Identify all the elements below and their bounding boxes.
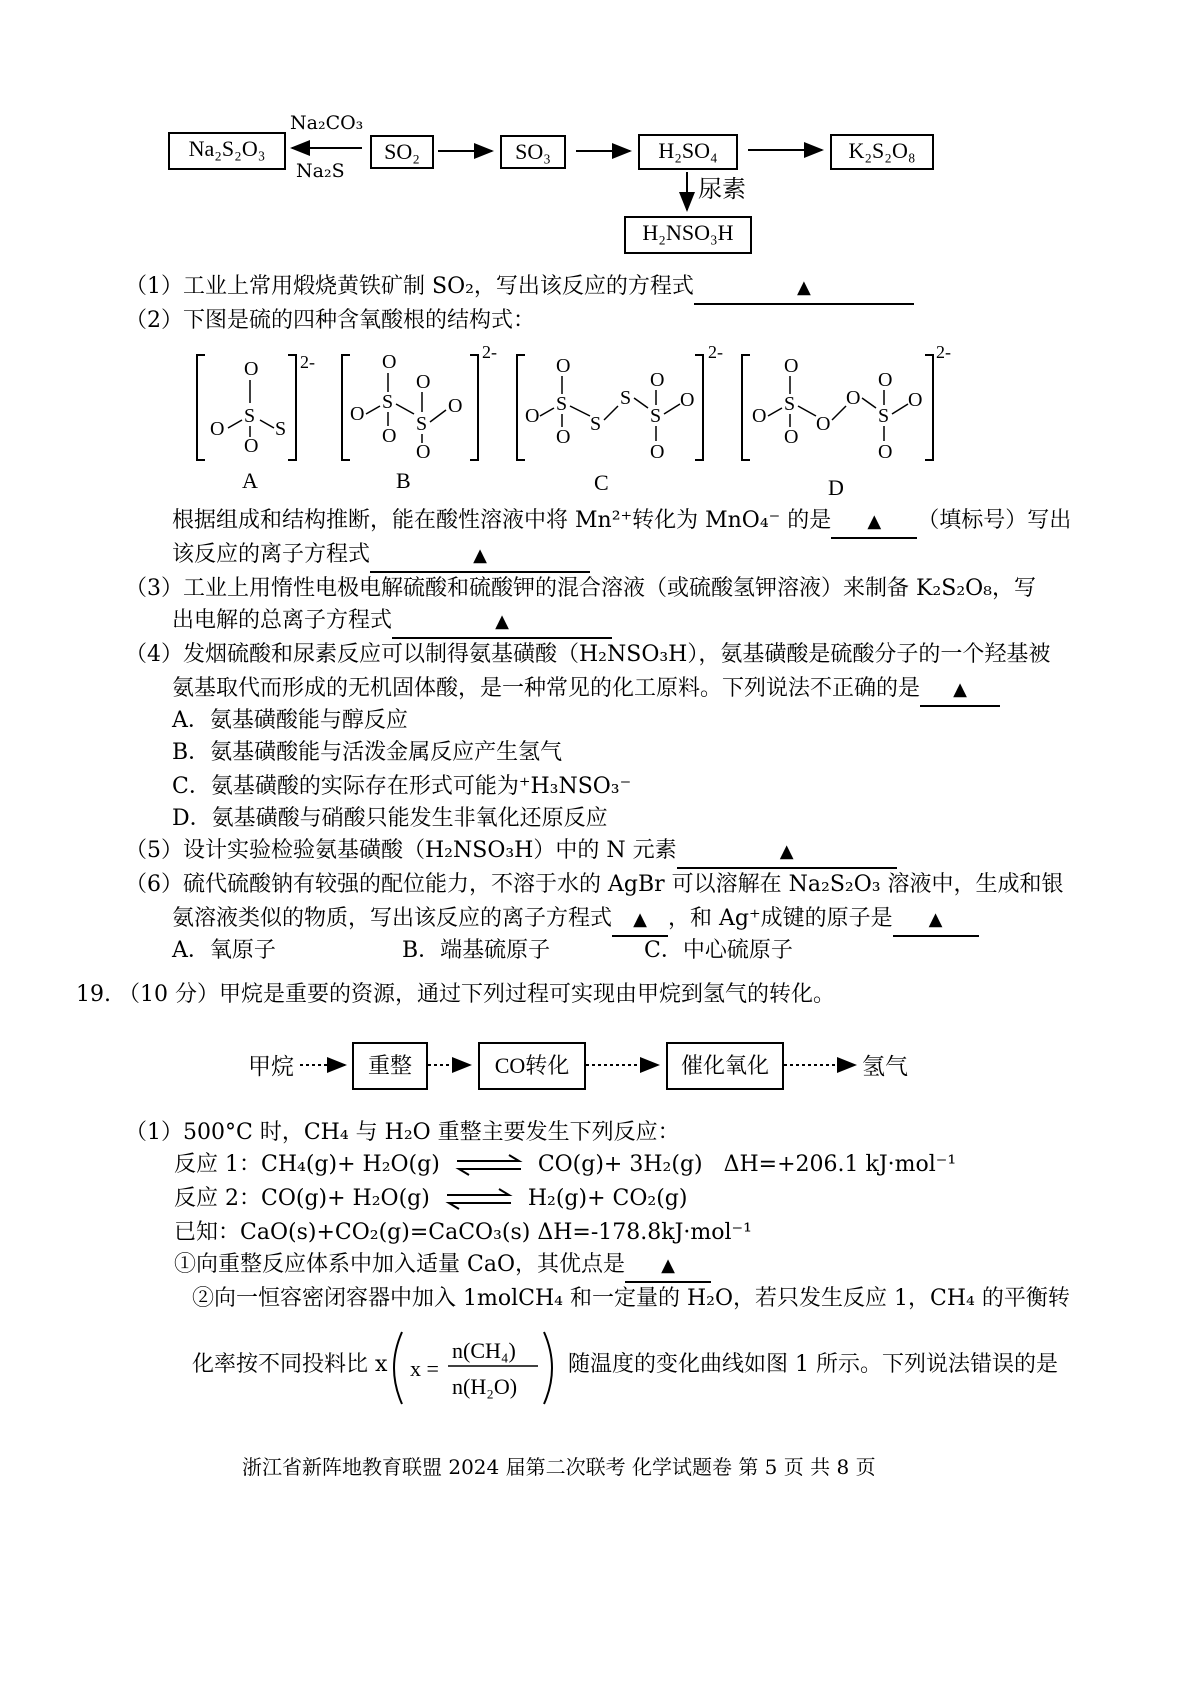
- box-so2: SO₂: [370, 135, 434, 169]
- svg-text:S: S: [620, 387, 632, 409]
- svg-text:O: O: [556, 355, 571, 377]
- svg-text:S: S: [244, 405, 256, 427]
- svg-text:O: O: [816, 413, 831, 435]
- q5-line: （5）设计实验检验氨基磺酸（H₂NSO₃H）中的 N 元素 ▲: [125, 836, 897, 869]
- q2-choice-blank[interactable]: ▲: [831, 506, 917, 539]
- flow2-methane: 甲烷: [248, 1054, 294, 1080]
- q2-line: （2）下图是硫的四种含氧酸根的结构式：: [125, 308, 536, 333]
- svg-text:O: O: [525, 405, 540, 427]
- reagent-na2s: Na₂S: [296, 160, 345, 182]
- q19-p1: （1）500°C 时，CH₄ 与 H₂O 重整主要发生下列反应：: [125, 1120, 680, 1145]
- svg-text:S: S: [590, 413, 602, 435]
- q6-equation-blank[interactable]: ▲: [612, 904, 668, 937]
- q4-option-c: C．氨基磺酸的实际存在形式可能为⁺H₃NSO₃⁻: [172, 774, 632, 799]
- svg-text:C: C: [594, 470, 609, 495]
- q4-line1: （4）发烟硫酸和尿素反应可以制得氨基磺酸（H₂NSO₃H），氨基磺酸是硫酸分子的一个羟基被: [125, 642, 1051, 667]
- svg-text:O: O: [846, 387, 861, 409]
- svg-text:S: S: [650, 405, 662, 427]
- reaction-1: 反应 1：CH₄(g)+ H₂O(g) CO(g)+ 3H₂(g) ΔH=+206.1 kJ·mol⁻¹: [174, 1152, 957, 1177]
- svg-text:x =: x =: [410, 1356, 439, 1381]
- box-h2nso3h: H₂NSO₃H: [624, 216, 752, 254]
- svg-text:O: O: [382, 425, 397, 447]
- reagent-na2co3: Na₂CO₃: [290, 112, 364, 134]
- q1-line: （1）工业上常用煅烧黄铁矿制 SO₂，写出该反应的方程式 ▲: [125, 272, 914, 305]
- q6-option-b: B．端基硫原子: [402, 938, 551, 963]
- q19-s1-blank[interactable]: ▲: [625, 1250, 711, 1283]
- svg-text:2-: 2-: [936, 342, 951, 362]
- flow2-reforming: 重整: [352, 1042, 428, 1090]
- q6-option-c: C．中心硫原子: [644, 938, 793, 963]
- svg-text:O: O: [908, 389, 923, 411]
- equilibrium-arrow-2: [443, 1188, 515, 1210]
- q4-answer-blank[interactable]: ▲: [920, 674, 1000, 707]
- svg-text:S: S: [275, 418, 287, 440]
- q3-line2: 出电解的总离子方程式 ▲: [172, 606, 612, 639]
- q1-answer-blank[interactable]: ▲: [694, 272, 914, 305]
- q6-line1: （6）硫代硫酸钠有较强的配位能力，不溶于水的 AgBr 可以溶解在 Na₂S₂O₃ 溶液中，生成和银: [125, 872, 1064, 897]
- svg-text:O: O: [878, 369, 893, 391]
- q2-line2: 该反应的离子方程式 ▲: [172, 540, 590, 573]
- svg-text:S: S: [416, 413, 428, 435]
- flow2-catalytic-oxidation: 催化氧化: [666, 1042, 784, 1090]
- svg-text:O: O: [784, 426, 799, 448]
- svg-text:O: O: [416, 371, 431, 393]
- svg-text:2-: 2-: [708, 342, 723, 362]
- flow2-arrows: [0, 1040, 1200, 1090]
- box-k2s2o8: K₂S₂O₈: [830, 134, 934, 170]
- structure-a: [197, 352, 315, 460]
- box-h2so4: H₂SO₄: [638, 134, 738, 170]
- svg-text:B: B: [396, 468, 411, 493]
- q6-option-a: A．氧原子: [172, 938, 276, 963]
- flow2-hydrogen: 氢气: [862, 1054, 908, 1080]
- flow2-co-conversion: CO转化: [478, 1042, 586, 1090]
- svg-text:O: O: [680, 389, 695, 411]
- q2-equation-blank[interactable]: ▲: [370, 540, 590, 573]
- q6-line2: 氨溶液类似的物质，写出该反应的离子方程式 ▲ ，和 Ag⁺成键的原子是 ▲: [172, 904, 979, 937]
- q3-line1: （3）工业上用惰性电极电解硫酸和硫酸钾的混合溶液（或硫酸氢钾溶液）来制备 K₂S₂O₈，写: [125, 576, 1036, 601]
- svg-text:O: O: [650, 369, 665, 391]
- svg-text:S: S: [382, 391, 394, 413]
- svg-text:O: O: [210, 418, 225, 440]
- svg-text:O: O: [382, 351, 397, 373]
- known-reaction: 已知：CaO(s)+CO₂(g)=CaCO₃(s) ΔH=-178.8kJ·mol⁻¹: [174, 1220, 752, 1245]
- svg-text:n(H₂O): n(H₂O): [452, 1374, 518, 1399]
- svg-text:O: O: [878, 441, 893, 463]
- svg-text:O: O: [244, 435, 259, 457]
- structure-d: [742, 342, 951, 463]
- oxyanion-structures: [180, 340, 980, 500]
- box-so3: SO₃: [500, 135, 566, 169]
- equilibrium-arrow-1: [453, 1154, 525, 1176]
- svg-text:S: S: [878, 405, 890, 427]
- svg-text:S: S: [556, 393, 568, 415]
- q3-answer-blank[interactable]: ▲: [392, 606, 612, 639]
- svg-text:O: O: [784, 355, 799, 377]
- q19-heading: 19. （10 分）甲烷是重要的资源，通过下列过程可实现由甲烷到氢气的转化。: [76, 982, 835, 1007]
- q19-s2: ②向一恒容密闭容器中加入 1molCH₄ 和一定量的 H₂O，若只发生反应 1，CH₄ 的平衡转: [192, 1286, 1070, 1311]
- svg-text:O: O: [650, 441, 665, 463]
- q4-option-a: A．氨基磺酸能与醇反应: [172, 708, 408, 733]
- box-na2s2o3: Na₂S₂O₃: [168, 132, 286, 170]
- svg-text:O: O: [350, 403, 365, 425]
- page-footer: 浙江省新阵地教育联盟 2024 届第二次联考 化学试题卷 第 5 页 共 8 页: [242, 1455, 876, 1479]
- q2-line1: 根据组成和结构推断，能在酸性溶液中将 Mn²⁺转化为 MnO₄⁻ 的是 ▲ （填标号）写出: [172, 506, 1071, 539]
- q4-line2: 氨基取代而形成的无机固体酸，是一种常见的化工原料。下列说法不正确的是 ▲: [172, 674, 1000, 707]
- svg-text:A: A: [242, 468, 258, 493]
- svg-text:D: D: [828, 475, 844, 500]
- q4-option-b: B．氨基磺酸能与活泼金属反应产生氢气: [172, 740, 563, 765]
- svg-text:O: O: [416, 441, 431, 463]
- svg-text:O: O: [244, 358, 259, 380]
- q4-option-d: D．氨基磺酸与硝酸只能发生非氧化还原反应: [172, 806, 608, 831]
- reaction-2: 反应 2：CO(g)+ H₂O(g) H₂(g)+ CO₂(g): [174, 1186, 688, 1211]
- q6-atom-blank[interactable]: ▲: [893, 904, 979, 937]
- svg-text:n(CH₄): n(CH₄): [452, 1338, 516, 1363]
- structure-c: [517, 342, 723, 463]
- svg-text:O: O: [448, 395, 463, 417]
- svg-text:2-: 2-: [300, 352, 315, 372]
- flow1-arrows: [0, 0, 1200, 260]
- svg-text:2-: 2-: [482, 342, 497, 362]
- svg-text:S: S: [784, 393, 796, 415]
- svg-text:O: O: [556, 426, 571, 448]
- svg-text:O: O: [752, 405, 767, 427]
- q19-s1: ①向重整反应体系中加入适量 CaO，其优点是 ▲: [174, 1250, 711, 1283]
- structure-b: [342, 342, 497, 463]
- q5-answer-blank[interactable]: ▲: [677, 836, 897, 869]
- reagent-urea: 尿素: [698, 175, 746, 203]
